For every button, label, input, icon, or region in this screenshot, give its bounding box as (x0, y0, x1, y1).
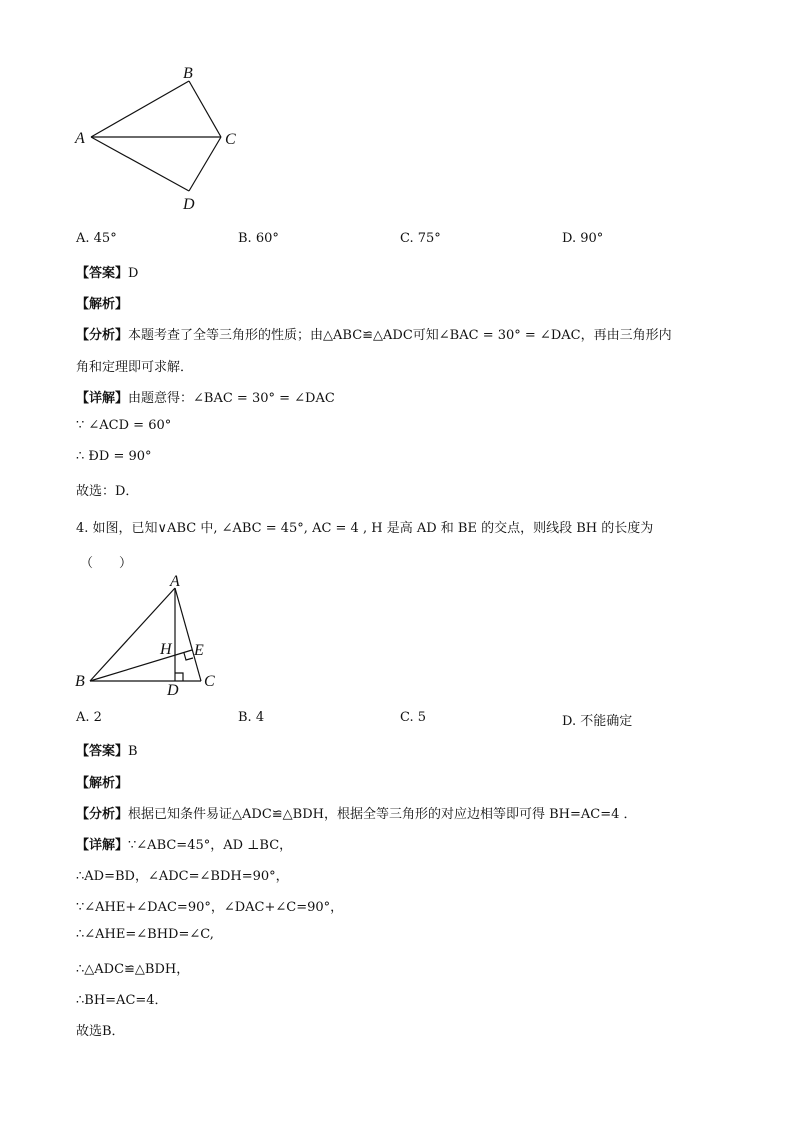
q3-answer-line (76, 262, 138, 281)
q4-triangle-lines (90, 588, 201, 681)
q4-option-c: C. 5 (400, 710, 427, 725)
segment-ab (91, 81, 189, 137)
label-d: D (167, 682, 179, 699)
label-a: A (75, 130, 85, 147)
q3-kite-lines (91, 81, 221, 191)
q3-step1: ∵ ∠ACD = 60° (76, 418, 172, 433)
q3-fenxi-line2: 角和定理即可求解． (76, 360, 194, 375)
segment-ab (90, 588, 175, 681)
q3-option-c: C. 75° (400, 231, 441, 246)
q4-stem-blank: （ ） (80, 556, 133, 571)
q4-triangle-figure (70, 570, 240, 700)
q3-conclusion: 故选：D． (76, 484, 139, 499)
q3-option-a: A. 45° (76, 231, 117, 246)
label-b: B (183, 65, 193, 82)
fenxi-tag: 【分析】 (76, 328, 129, 343)
q4-conclusion: 故选B． (76, 1024, 125, 1039)
q4-xiangjie-line (76, 834, 292, 853)
segment-ad (91, 137, 189, 191)
q4-option-d: D. 不能确定 (562, 714, 633, 729)
analysis-heading: 【解析】 (76, 297, 129, 312)
fenxi-text: 本题考查了全等三角形的性质；由△ABC≌△ADC可知∠BAC = 30° = ∠DAC，再由三角形内 (128, 328, 672, 343)
answer-value: B (128, 744, 138, 759)
analysis-heading: 【解析】 (76, 776, 129, 791)
q4-step-1: ∴AD=BD，∠ADC=∠BDH=90°， (76, 869, 289, 884)
segment-cd (189, 137, 221, 191)
q4-step-3: ∴∠AHE=∠BHD=∠C, (76, 927, 214, 942)
q4-step-2: ∵∠AHE+∠DAC=90°，∠DAC+∠C=90°， (76, 900, 344, 915)
answer-tag: 【答案】 (76, 266, 129, 281)
q3-fenxi-line1 (76, 324, 672, 343)
q4-stem: 4. 如图，已知∨ABC 中, ∠ABC = 45°, AC = 4 , H 是高 AD 和 BE 的交点，则线段 BH 的长度为 (76, 521, 654, 536)
q4-option-b: B. 4 (238, 710, 265, 725)
label-c: C (204, 673, 215, 690)
segment-bc (189, 81, 221, 137)
q3-option-d: D. 90° (562, 231, 604, 246)
label-b: B (75, 673, 85, 690)
q4-step-5: ∴BH=AC=4． (76, 993, 168, 1008)
label-c: C (225, 131, 236, 148)
fenxi-tag: 【分析】 (76, 807, 129, 822)
xiangjie-tag: 【详解】 (76, 391, 129, 406)
q3-step2: ∴ ÐD = 90° (76, 449, 152, 464)
q3-option-b: B. 60° (238, 231, 279, 246)
q3-xiangjie-line (76, 387, 335, 406)
xiangjie-text: ∵∠ABC=45°，AD ⊥BC， (128, 838, 293, 853)
label-a: A (170, 573, 180, 590)
q4-answer-line (76, 740, 138, 759)
answer-tag: 【答案】 (76, 744, 129, 759)
label-e: E (194, 642, 204, 659)
right-angle-mark-e (184, 653, 193, 660)
label-h: H (160, 641, 172, 658)
label-d: D (183, 196, 195, 213)
q4-option-a: A. 2 (76, 710, 102, 725)
fenxi-text: 根据已知条件易证△ADC≌△BDH，根据全等三角形的对应边相等即可得 BH=AC=4 ． (128, 807, 637, 822)
xiangjie-tag: 【详解】 (76, 838, 129, 853)
segment-ac (175, 588, 201, 681)
xiangjie-text: 由题意得：∠BAC = 30° = ∠DAC (128, 391, 335, 406)
q4-fenxi-line (76, 803, 637, 822)
q3-kite-figure (70, 60, 260, 220)
q4-step-4: ∴△ADC≌△BDH， (76, 962, 190, 977)
altitude-be (90, 650, 192, 681)
answer-value: D (128, 266, 139, 281)
right-angle-mark-d (175, 673, 183, 681)
